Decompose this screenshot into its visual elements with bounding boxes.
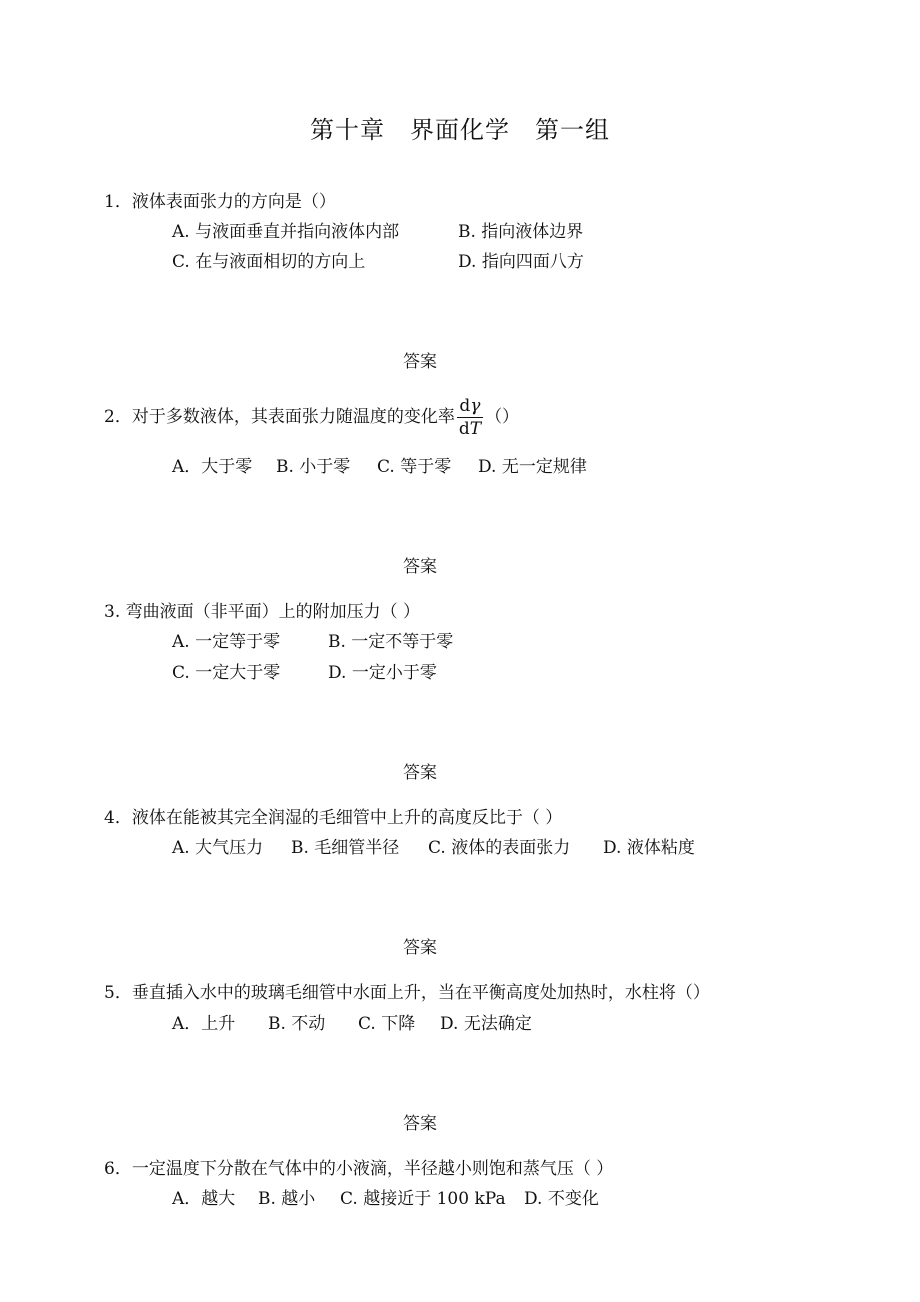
question-2-stem	[104, 395, 519, 440]
question-5-stem: 5．垂直插入水中的玻璃毛细管中水面上升，当在平衡高度处加热时，水柱将（）	[104, 983, 710, 1003]
question-6-option-a: A．越大	[172, 1189, 236, 1209]
question-4-option-d: D. 液体粘度	[603, 838, 695, 858]
question-6-stem: 6．一定温度下分散在气体中的小液滴，半径越小则饱和蒸气压（ ）	[104, 1159, 614, 1179]
question-1-option-b: B. 指向液体边界	[458, 222, 584, 242]
question-5-option-c: C. 下降	[358, 1014, 416, 1034]
question-3-option-c: C. 一定大于零	[172, 663, 281, 683]
question-4-option-b: B. 毛细管半径	[291, 838, 400, 858]
question-6-option-d: D. 不变化	[524, 1189, 599, 1209]
question-5-option-a: A．上升	[172, 1014, 236, 1034]
answer-label-3: 答案	[403, 763, 437, 783]
fraction-den-var: T	[469, 419, 482, 439]
question-2-stem-tail: （）	[485, 407, 520, 427]
question-2-option-d: D. 无一定规律	[478, 457, 587, 477]
question-6-option-b: B. 越小	[258, 1189, 316, 1209]
question-2-option-c: C. 等于零	[377, 457, 452, 477]
answer-label-5: 答案	[403, 1114, 437, 1134]
dgamma-dT-fraction	[457, 395, 483, 440]
question-4-option-a: A. 大气压力	[172, 838, 264, 858]
question-4-option-c: C. 液体的表面张力	[428, 838, 571, 858]
answer-label-2: 答案	[403, 557, 437, 577]
question-2-stem-text: 2．对于多数液体，其表面张力随温度的变化率	[104, 407, 455, 427]
question-6-option-c: C. 越接近于 100 kPa	[340, 1189, 506, 1209]
fraction-num-d: d	[459, 396, 471, 416]
answer-label-4: 答案	[403, 938, 437, 958]
fraction-num-var: γ	[470, 396, 481, 416]
answer-label-1: 答案	[403, 352, 437, 372]
fraction-den-d: d	[458, 419, 470, 439]
question-3-option-b: B. 一定不等于零	[328, 632, 454, 652]
question-5-option-d: D. 无法确定	[440, 1014, 532, 1034]
question-3-option-d: D. 一定小于零	[328, 663, 437, 683]
question-1-option-a: A. 与液面垂直并指向液体内部	[172, 222, 400, 242]
question-3-stem: 3. 弯曲液面（非平面）上的附加压力（ ）	[104, 602, 421, 622]
question-3-option-a: A. 一定等于零	[172, 632, 281, 652]
question-1-option-d: D. 指向四面八方	[458, 252, 584, 272]
question-1-option-c: C. 在与液面相切的方向上	[172, 252, 366, 272]
question-2-option-a: A．大于零	[172, 457, 253, 477]
question-2-option-b: B. 小于零	[276, 457, 351, 477]
page-title: 第十章 界面化学 第一组	[310, 116, 610, 144]
question-4-stem: 4．液体在能被其完全润湿的毛细管中上升的高度反比于（ ）	[104, 808, 563, 828]
question-5-option-b: B. 不动	[268, 1014, 326, 1034]
question-1-stem: 1．液体表面张力的方向是（）	[104, 192, 336, 212]
